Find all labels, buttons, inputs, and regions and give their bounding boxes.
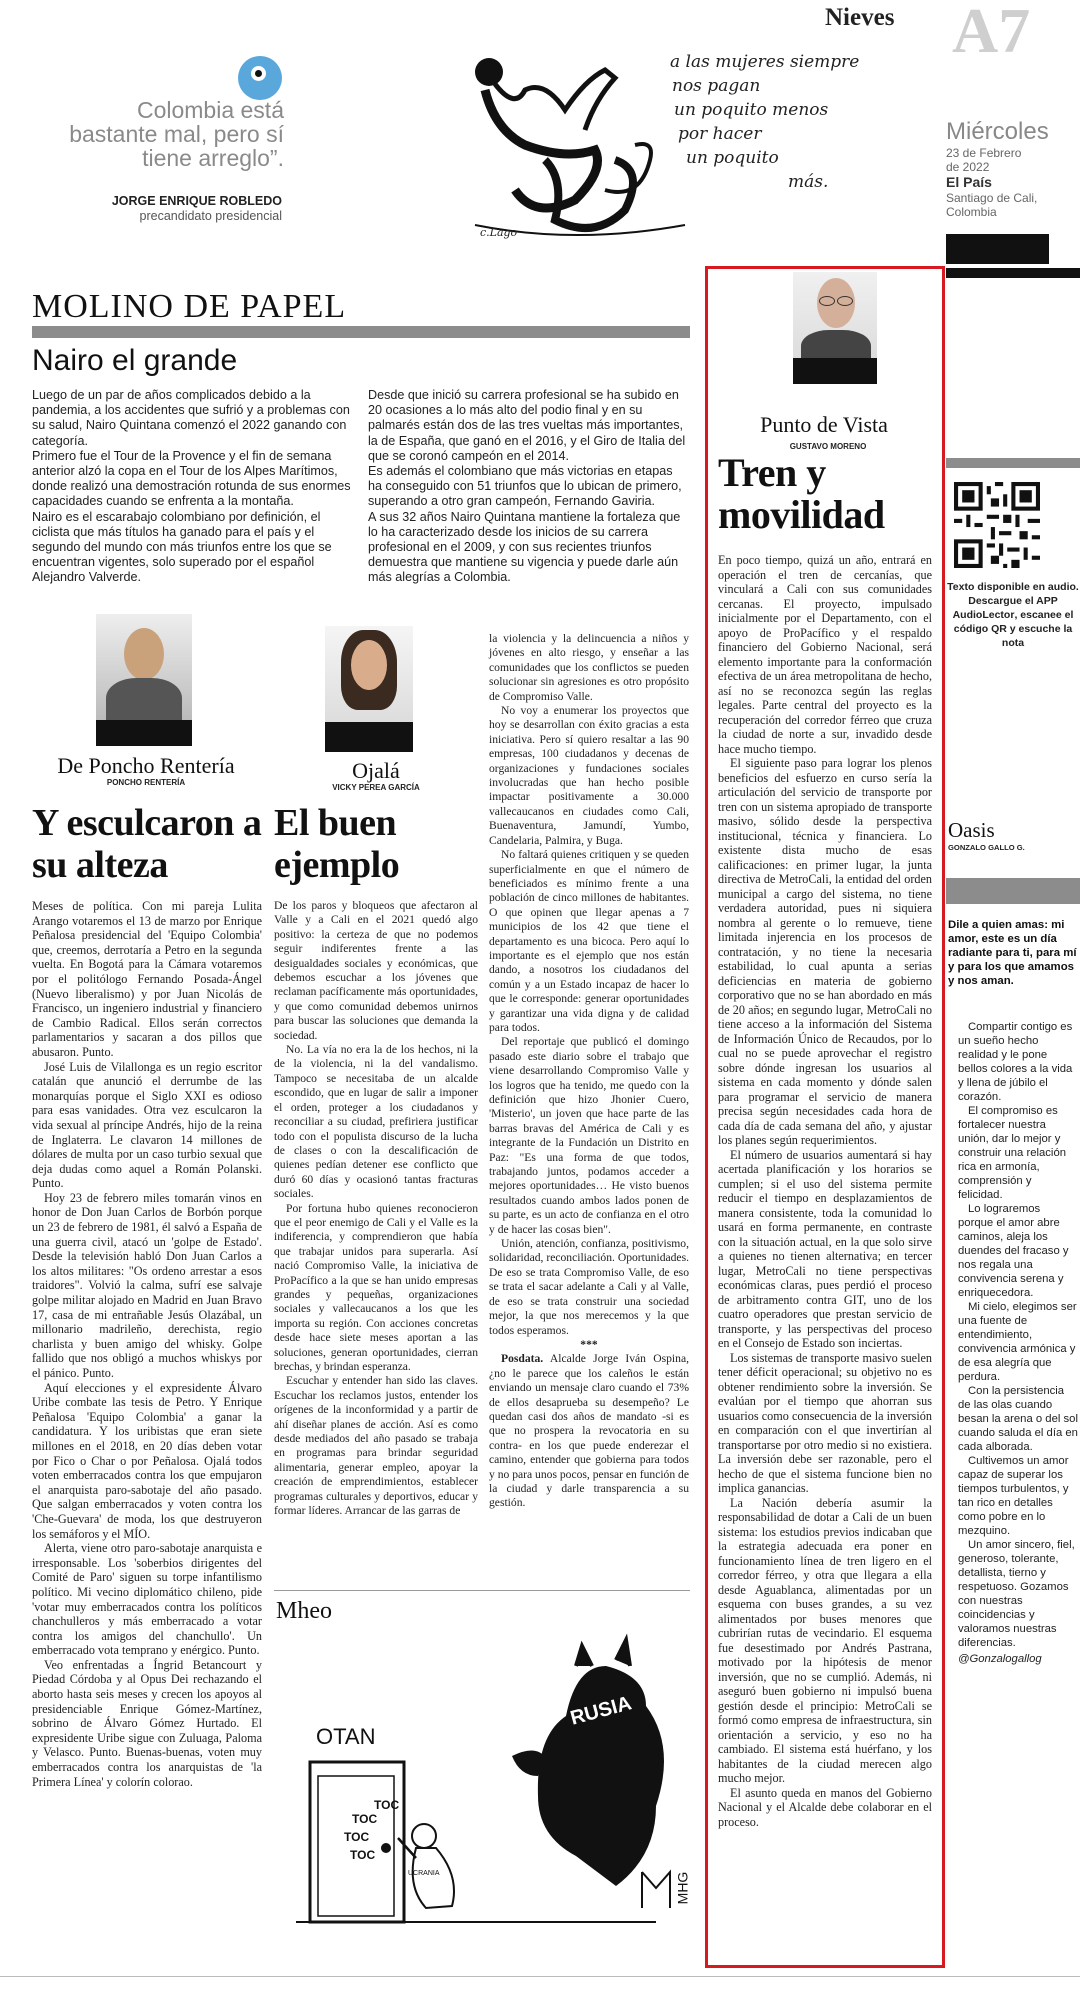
caption-line: nos pagan bbox=[672, 76, 761, 96]
posdata-text: Alcalde Jorge Iván Ospina, ¿no le parece que los caleños le están enviando un mensaje claro cuando el 73% de ellos desaprueba su desempeño? Le quedan casi dos años de mandato -si es que no prospera la revocatoria en su contra- en los que puede enderezar el camino, entender que gobierna para todos y no para unos pocos, pensar en función de la ciudad y darle transparencia a su gestión. bbox=[489, 1352, 689, 1510]
paragraph: Compartir contigo es un sueño hecho realidad y le pone bellos colores a la vida y llena de júbilo el corazón. bbox=[958, 1021, 1073, 1103]
mheo-rusia: RUSIA bbox=[568, 1692, 634, 1730]
qr-app-name: AudioLector bbox=[952, 609, 1015, 621]
country: Colombia bbox=[946, 205, 997, 219]
punto-headline: Tren y movilidad bbox=[718, 450, 885, 537]
quote-text: Colombia está bastante mal, pero sí tiene arreglo”. bbox=[69, 97, 284, 171]
quote-icon bbox=[238, 56, 282, 100]
paragraph: Del reportaje que publicó el domingo pasado este diario sobre el trabajo que viene desarrollando Compromiso Valle y los logros que ha tenido, me quedo con la definición que hizo Jhonier Cuero, 'Misterio', un joven que hace parte de las barras bravas del América de Cali y es integrante de la Fundación un Distrito en Paz: "Es una forma de que todos, trabajando juntos, podamos acceder a mejores oportunidades… He visto buenos resultados cuando ambos lados ponen de su parte, es un acto de confianza en el otro y de hacer las cosas bien". bbox=[489, 1035, 689, 1236]
section-name: Nieves bbox=[825, 4, 895, 31]
paragraph: José Luis de Vilallonga es un regio escritor catalán que anunció el derrumbe de las monarquías porque el Siglo XXI es odioso para esas vanidades. Otra vez esculcaron la vida sexual al príncipe Andrés, hijo de la reina de Inglaterra. Le clavaron 14 millones de dólares de multa por un caso turbio sexual que deja dudas como aquel a Román Polanski. Punto. bbox=[32, 1059, 262, 1191]
paragraph: Aquí elecciones y el expresidente Álvaro Uribe combate las tesis de Petro. Y Enrique Peñalosa 'Equipo Colombia' a ganar la candidatura. Y los uribistas que eran siete millones en el 2018, en 20 días deben votar por Fico o Char o por Peñalosa. Ojalá todos voten emberracados contra los que empujaron el anarquista paro-sabotaje del año pasado. Que salgan emberracados y voten contra los 'Che-Guevara' de moda, los que destruyeron los semáforos y el MÍO. bbox=[32, 1380, 262, 1541]
qr-text-pre: Texto disponible en audio. Descargue el APP bbox=[947, 581, 1079, 607]
paragraph: Unión, atención, confianza, positivismo, solidaridad, reconciliación. Oportunidades. De eso se trata Compromiso Valle, de eso se trata el sacar adelante a Cali y al Valle, de eso se trata construir una sociedad mejor, la que nos merecemos y la que todos esperamos. bbox=[489, 1237, 689, 1337]
black-band bbox=[946, 234, 1049, 264]
paragraph: Hoy 23 de febrero miles tomarán vinos en honor de Don Juan Carlos de Borbón porque un 23 de febrero de 1981, él salvó a España de una guerra civil, atacó un 'golpe de Estado'. Desde la televisión habló Don Juan Carlos a los altos militares: "Os ordeno arrestar a esos traidores". Volvió la calma, sufrí ese salvaje golpe militar alojado en Madrid en Juan Bravo 17, casa de mi entrañable Jesús Olazábal, un millonario madrileño, derechista, regio charlista y buen amigo del whisky. Golpe fallido que nos obligó a muchos whiskys por el pánico. Punto. bbox=[32, 1190, 262, 1380]
mheo-otan: OTAN bbox=[316, 1724, 376, 1749]
caption-line: un poquito menos bbox=[674, 100, 829, 120]
paper-name: El País bbox=[946, 174, 992, 190]
paragraph: Mi cielo, elegimos ser una fuente de entendimiento, convivencia armónica y de esa alegría que perdura. bbox=[958, 1301, 1077, 1383]
paragraph: Un amor sincero, fiel, generoso, tolerante, detallista, tierno y respetuoso. Gozamos con nuestras coincidencias y valoramos nuestras diferencias. bbox=[958, 1539, 1075, 1649]
paragraph: Es además el colombiano que más victorias en etapas ha conseguido con 51 triunfos que lo ubican de primero, superando a otro gran campeón, Fernando Gaviria. bbox=[368, 464, 682, 509]
punto-photo bbox=[793, 272, 877, 358]
qr-code[interactable] bbox=[954, 482, 1040, 568]
quote-author: JORGE ENRIQUE ROBLEDO bbox=[111, 194, 282, 208]
top-cartoon-caption bbox=[668, 50, 898, 194]
posdata-label: Posdata. bbox=[501, 1352, 544, 1366]
sidebar-top-black bbox=[946, 268, 1080, 278]
posdata bbox=[489, 1352, 689, 1510]
paragraph: De los paros y bloqueos que afectaron al Valle y a Cali en el 2021 quedó algo positivo: la certeza de que no podemos seguir indiferentes frente a las desigualdades sociales y económicas, que debemos escuchar a los jóvenes que reclaman pacíficamente más oportunidades, y que como comunidad debemos unirnos para buscar las soluciones que demanda la sociedad. bbox=[274, 899, 478, 1042]
city: Santiago de Cali, bbox=[946, 191, 1038, 205]
mheo-signature: MHG bbox=[674, 1871, 691, 1905]
molino-section-title: MOLINO DE PAPEL bbox=[32, 288, 347, 325]
date-block bbox=[946, 118, 1076, 219]
paragraph: Por fortuna hubo quienes reconocieron que el peor enemigo de Cali y el Valle es la indiferencia, y comprendieron que había que trabajar unidos para superarla. Así nació Compromiso Valle, la iniciativa de ProPacífico a la que se han unido empresas grandes y pequeñas, organizaciones sociales y vallecaucanos a los que les importa su región. Con acciones concretas desde hace siete meses aportan a las soluciones, generan oportunidades, cierran brechas, y brindan esperanza. bbox=[274, 1201, 478, 1373]
paragraph: No. La vía no era la de los hechos, ni la de la violencia, ni la del vandalismo. Tampoco se necesitaba de un alcalde escondido, que en lugar de salir a imponer el orden, proteger a los ciudadanos y reconciliar a su ciudad, prefiriera justificar todo con el populista discurso de la lucha de clases o con la descalificación de quienes pedían detener ese conflicto que duró 60 días y ocasionó tantas fracturas sociales. bbox=[274, 1043, 478, 1201]
ojala-photo bbox=[325, 626, 413, 722]
punto-body bbox=[718, 553, 932, 1829]
mheo-label: Mheo bbox=[276, 1598, 332, 1624]
quote-role: precandidato presidencial bbox=[139, 209, 282, 223]
molino-col2 bbox=[368, 388, 688, 586]
separator: *** bbox=[580, 1337, 598, 1351]
paragraph: Desde que inició su carrera profesional se ha subido en 20 ocasiones a lo más alto del podio final y en su palmarés están dos de las tres vueltas más importantes, la de España, que ganó en el 2016, y el Giro de Italia del que se coronó campeón en el 2014. bbox=[368, 388, 686, 463]
poncho-headline: Y esculcaron a su alteza bbox=[32, 802, 262, 886]
ojala-body-col1 bbox=[274, 899, 478, 1518]
ojala-headline: El buen ejemplo bbox=[274, 802, 400, 886]
top-cartoon-signature: c.Lago bbox=[480, 226, 518, 239]
date-line1: 23 de Febrero bbox=[946, 146, 1022, 160]
paragraph: Cultivemos un amor capaz de superar los tiempos turbulentos, y tan rico en detalles como pobre en lo mezquino. bbox=[958, 1455, 1069, 1537]
ojala-column-name: Ojalá bbox=[352, 758, 400, 783]
punto-author: GUSTAVO MORENO bbox=[789, 442, 867, 451]
page-number: A7 bbox=[952, 0, 1031, 66]
mheo-toc: TOC bbox=[350, 1848, 376, 1862]
paragraph: El número de usuarios aumentará si hay acertada planificación y los horarios se cumplen; si el uso del sistema permite reducir el tiempo en desplazamientos de manera consistente, toda la comunidad lo usará en forma permanente, en contraste con la situación actual, en la que solo sirve a quienes no tienen alternativa; en tercer lugar, MetroCali no tiene perspectivas económicas claras, pues perdió el proceso de arbitramento contra GIT, uno de los cuatro operadores que prestan servicio de transporte, y las perspectivas del proceso en el Consejo de Estado son inciertas. bbox=[718, 1147, 932, 1350]
weekday: Miércoles bbox=[946, 118, 1049, 145]
paragraph: No voy a enumerar los proyectos que hoy se desarrollan con éxito gracias a esta iniciativa. Pero sí quiero resaltar a las 90 empresas, 100 ciudadanos y decenas de organizaciones y fundaciones sociales involucradas que han hecho posible impactar positivamente a 30.000 vallecaucanos en ciudades como Cali, Buenaventura, Jamundí, Yumbo, Candelaria, Palmira, y Buga. bbox=[489, 704, 689, 847]
caption-line: a las mujeres siempre bbox=[670, 52, 860, 72]
poncho-photo bbox=[96, 614, 192, 720]
poncho-author: PONCHO RENTERÍA bbox=[106, 778, 186, 787]
paragraph: la violencia y la delincuencia a niños y jóvenes en alto riesgo, y enseñar a las comunidades que los conflictos se pueden solucionar sin agresiones es otro propósito de Compromiso Valle. bbox=[489, 632, 689, 703]
ojala-photo-band bbox=[325, 722, 413, 752]
qr-text-post: , escanee el código QR y escuche la nota bbox=[953, 609, 1074, 649]
paragraph: Escuchar y entender han sido las claves. Escuchar los reclamos justos, entender los orígenes de la inconformidad y a partir de ahí diseñar planes de acción. Así es como desde mediados del año pasado se trabaja en programas para brindar seguridad alimentaria, generar empleo, apoyar la creación de emprendimientos, establecer programas culturales y deportivos, educar y formar líderes. Arrancar de las garras de bbox=[274, 1374, 478, 1518]
page-bottom-rule bbox=[0, 1976, 1080, 1977]
mheo-toc: TOC bbox=[374, 1798, 400, 1812]
paragraph: A sus 32 años Nairo Quintana mantiene la fortaleza que lo ha caracterizado desde los inicios de su carrera profesional en el 2009, y con sus recientes triunfos demuestra que mantiene su vigencia y puede darle aún más alegrías a Colombia. bbox=[368, 509, 681, 585]
oasis-body bbox=[958, 1020, 1078, 1666]
sidebar-gray-bar bbox=[946, 458, 1080, 468]
paragraph: Nairo es el escarabajo colombiano por definición, el ciclista que más títulos ha ganado para el país y el segundo del mundo con más triunfos entre los que se encuentran vigentes, solo superado por el español Alejandro Valverde. bbox=[32, 509, 332, 585]
oasis-column-name: Oasis bbox=[948, 818, 995, 842]
paragraph: Luego de un par de años complicados debido a la pandemia, a los accidentes que sufrió y a problemas con su salud, Nairo Quintana comenzó el 2022 ganando con categoría. bbox=[32, 388, 350, 448]
ojala-author: VICKY PEREA GARCÍA bbox=[332, 783, 420, 792]
oasis-intro: Dile a quien amas: mi amor, este es un día radiante para ti, para mí y para los que amamos y nos aman. bbox=[948, 919, 1077, 987]
punto-column-name: Punto de Vista bbox=[760, 412, 888, 437]
oasis-handle[interactable]: @Gonzalogallog bbox=[958, 1653, 1042, 1665]
mheo-cartoon-drawing bbox=[276, 1626, 690, 1946]
oasis-author: GONZALO GALLO G. bbox=[948, 843, 1025, 852]
poncho-photo-band bbox=[96, 720, 192, 746]
paragraph: Con la persistencia de las olas cuando besan la arena o del sol cuando saluda el día en cada alborada. bbox=[958, 1385, 1078, 1453]
paragraph: En poco tiempo, quizá un año, entrará en operación el tren de cercanías, que vinculará a Cali con sus comunidades cercanas. El proyecto, impulsado inicialmente por el Departamento, con el apoyo de ProPacífico y el respaldo financiero del Gobierno Nacional, será elemento importante para la conformación efectiva de un área metropolitana de hecho, así no se reconozca según las reglas legales. Parte central del proyecto es la recuperación del corredor férreo que cruza la ciudad de norte a sur, invadido desde hace mucho tiempo. bbox=[718, 553, 932, 756]
caption-line: más. bbox=[788, 172, 829, 192]
paragraph: La Nación debería asumir la responsabilidad de dotar a Cali de un buen sistema: los estudios previos indicaban que la estrategia adecuada era poner en funcionamiento línea de tren ligero en el corredor férreo, y otra que llegara a ella desde Aguablanca, alimentadas por un esquema con buses grandes, a su vez alimentados por buses menores que cubrirían rutas de vecindario. El esquema fue desestimado por Andrés Pastrana, motivado por la hipótesis de menor inversión, que no se cumplió. Además, ni aseguró buen gobierno ni impulsó buena gestión desde el principio: MetroCali se formó como empresa de infraestructura, sin orientación a servicio, y eso no ha cambiado. El sistema está huérfano, y los habitantes de la ciudad merecen algo mucho mejor. bbox=[718, 1495, 932, 1785]
paragraph: El siguiente paso para lograr los plenos beneficios del esfuerzo en curso sería la articulación del servicio de transporte por tren con un sistema apropiado de transporte masivo, sólido desde la perspectiva institucional, técnica y financiera. Lo existente dista mucho de esas calificaciones: en primer lugar, la junta directiva de MetroCali, la entidad del orden municipal a cargo del sistema, no tiene verdadera autoridad, pues ni siquiera nombra al gerente o lo remueve, tiene limitada injerencia en los procesos de contratación, y no tiene la necesaria estabilidad, lo cual apunta a serias deficiencias en materia de gobierno corporativo que no se han abordado en más de 20 años; en segundo lugar, MetroCali no tiene acceso a la información del Sistema de Información Único de Recaudos, por lo cual no se puede aprovechar el registro sobre dónde ingresan los usuarios al sistema en cada momento y dónde salen para programar el servicio de manera precisa según necesidades cada hora de cada día de cada semana del año, y ajustar los planes según requerimientos. bbox=[718, 756, 932, 1147]
mheo-toc: TOC bbox=[344, 1830, 370, 1844]
mheo-ucrania: UCRANIA bbox=[408, 1870, 440, 1877]
mheo-rule bbox=[274, 1590, 690, 1591]
paragraph: El asunto queda en manos del Gobierno Nacional y el Alcalde debe colaborar en el proceso. bbox=[718, 1785, 932, 1829]
ojala-body-col2 bbox=[489, 632, 689, 1511]
top-cartoon-drawing bbox=[455, 50, 695, 250]
poncho-column-name: De Poncho Rentería bbox=[57, 753, 235, 778]
poncho-body bbox=[32, 899, 262, 1789]
caption-line: un poquito bbox=[686, 148, 779, 168]
caption-line: por hacer bbox=[678, 124, 762, 144]
paragraph: Alerta, viene otro paro-sabotaje anarquista e irresponsable. Los 'soberbios dirigentes del Comité de Paro' siguen su torpe infantilismo político. Mi vecino diplomático chileno, pide 'votar muy emberracados contra los políticos chanchulleros y más emberracado a votar contra los amigos del chanchullo'. Un emberracado vota temprano y enérgico. Punto. bbox=[32, 1541, 262, 1658]
oasis-gray-bar bbox=[946, 878, 1080, 904]
paragraph: El compromiso es fortalecer nuestra unión, dar lo mejor y construir una relación rica en armonía, comprensión y felicidad. bbox=[958, 1105, 1067, 1201]
paragraph: Los sistemas de transporte masivo suelen tener déficit operacional; su objetivo no es obtener rendimiento sobre la inversión. Se evalúan por el tiempo que ahorran sus usuarios como consecuencia de la inversión en comparación con el que invertirían al transportarse por otro medio si no existiera. La inversión debe ser razonable, pero el hecho de que el sistema funcione bien no implica ganancias. bbox=[718, 1350, 932, 1495]
paragraph: Veo enfrentadas a Íngrid Betancourt y Piedad Córdoba y al Opus Dei rechazando el aborto hasta seis meses y crecen los apoyos al presidenciable Enrique Gómez-Martínez, sobrino de Álvaro Gómez Hurtado. El expresidente Uribe sigue con Zuluaga, Paloma y Velasco. Punto. Buenas-buenas, voten muy emberracados contra los anarquistas de 'la Primera Línea' y colorín colorao. bbox=[32, 1657, 262, 1789]
paragraph: No faltará quienes critiquen y se queden superficialmente en que el número de beneficiados es mínimo frente a una población de cinco millones de habitantes. O que opinen que llegar apenas a 7 municipios de los 42 que tiene el departamento es una bicoca. Pero aquí lo importante es el ejemplo que nos están dando, a nosotros los ciudadanos del común y a un Estado incapaz de hacer lo que le corresponde: generar oportunidades y garantizar una vida digna y de calidad para todos. bbox=[489, 848, 689, 1034]
molino-title: Nairo el grande bbox=[32, 344, 238, 377]
date-line2: de 2022 bbox=[946, 160, 990, 174]
qr-instructions bbox=[946, 580, 1080, 650]
molino-gray-bar bbox=[32, 326, 690, 338]
paragraph: Meses de política. Con mi pareja Lulita Arango votaremos el 13 de marzo por Enrique Peñalosa presidencial del 'Equipo Colombia' que, creemos, derrotaría a Petro en la segunda vuelta. En Bogotá para la Cámara votaremos por el politólogo Fernando Posada-Ángel (Nuevo liberalismo) y por Juan Nicolás de Francisco, un ingeniero industrial y financiero de Cambio Radical. Ellos serán correctos parlamentarios y sacaran a dos pillos que abusaron. Punto. bbox=[32, 899, 262, 1059]
paragraph: Primero fue el Tour de la Provence y el fin de semana anterior alzó la copa en el Tour de los Alpes Marítimos, donde realizó una demostración rotunda de sus enormes capacidades cuando se enfrenta a la montaña. bbox=[32, 448, 351, 509]
molino-col1 bbox=[32, 388, 356, 586]
mheo-toc: TOC bbox=[352, 1812, 378, 1826]
punto-photo-band bbox=[793, 358, 877, 384]
paragraph: Lo lograremos porque el amor abre caminos, aleja los duendes del fracaso y nos regala una convivencia serena y enriquecedora. bbox=[958, 1203, 1069, 1299]
